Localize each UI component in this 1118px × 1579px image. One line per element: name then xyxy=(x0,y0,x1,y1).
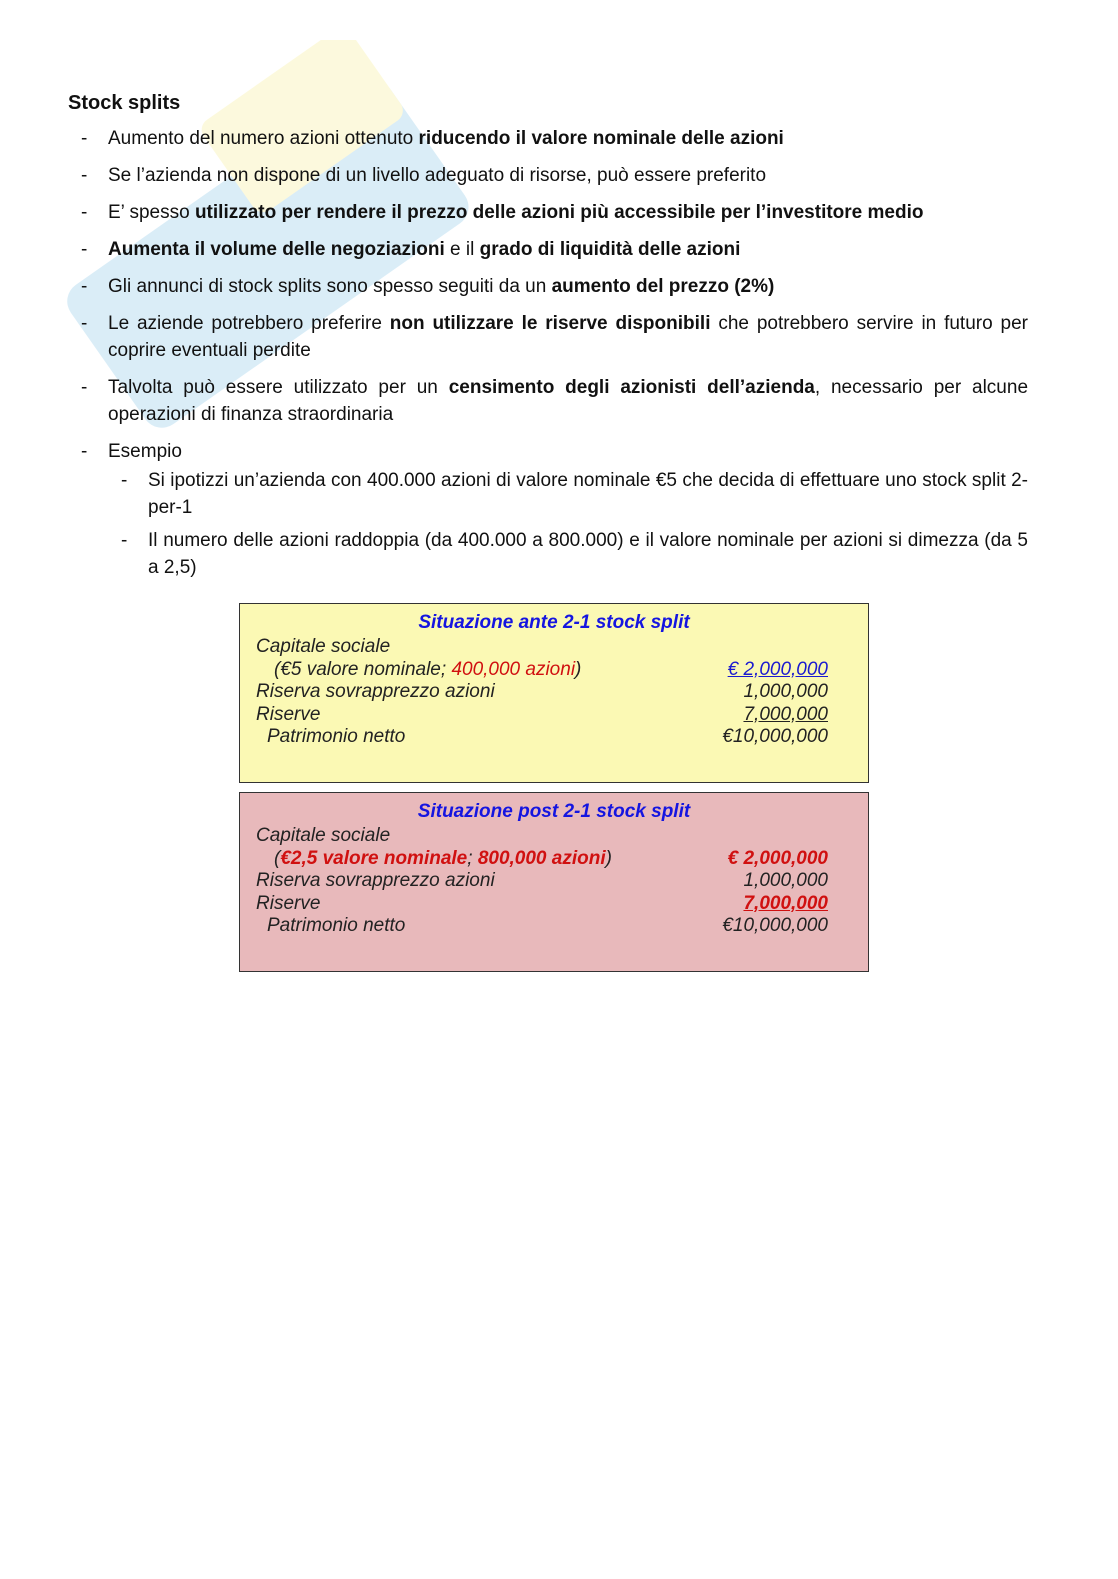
table-row xyxy=(240,893,868,916)
table-row xyxy=(240,659,868,682)
ante-title: Situazione ante 2-1 stock split xyxy=(418,612,690,633)
table-row xyxy=(240,915,868,938)
table-row xyxy=(240,636,868,659)
riserve-label: Riserve xyxy=(256,703,321,725)
document-body xyxy=(68,92,1028,591)
capitale-value: € 2,000,000 xyxy=(727,658,828,680)
table-row xyxy=(240,681,868,704)
riserva-sovrapprezzo-value: 1,000,000 xyxy=(743,681,828,702)
capitale-label: Capitale sociale xyxy=(256,636,391,657)
riserva-sovrapprezzo-label: Riserva sovrapprezzo azioni xyxy=(256,870,495,891)
riserve-value: 7,000,000 xyxy=(743,703,828,725)
patrimonio-value: €10,000,000 xyxy=(722,726,828,747)
table-row xyxy=(240,848,868,871)
section-heading: Stock splits xyxy=(68,92,181,114)
table-row xyxy=(240,825,868,848)
capitale-detail: (€2,5 valore nominale; 800,000 azioni) xyxy=(274,847,612,869)
post-title: Situazione post 2-1 stock split xyxy=(417,801,691,822)
riserva-sovrapprezzo-label: Riserva sovrapprezzo azioni xyxy=(256,681,495,702)
capitale-label: Capitale sociale xyxy=(256,825,391,846)
table-row xyxy=(240,704,868,727)
riserve-value: 7,000,000 xyxy=(743,892,828,914)
patrimonio-label: Patrimonio netto xyxy=(267,726,406,747)
table-row xyxy=(240,726,868,749)
bullet-list xyxy=(68,125,1028,581)
patrimonio-label: Patrimonio netto xyxy=(267,915,406,936)
patrimonio-value: €10,000,000 xyxy=(722,915,828,936)
list-item: - Aumento del numero azioni ottenuto riducendo il valore nominale delle azioni xyxy=(68,125,1028,152)
post-split-table xyxy=(239,792,869,972)
capitale-value: € 2,000,000 xyxy=(727,847,828,869)
sub-list-item: - Il numero delle azioni raddoppia (da 400.000 a 800.000) e il valore nominale per azioni si dimezza (da 5 a 2,5) xyxy=(108,527,1028,581)
list-item: - Gli annunci di stock splits sono spesso seguiti da un aumento del prezzo (2%) xyxy=(68,273,1028,300)
list-item: - Talvolta può essere utilizzato per un censimento degli azionisti dell’azienda, necessario per alcune operazioni di finanza straordinaria xyxy=(68,374,1028,428)
list-item: - Le aziende potrebbero preferire non utilizzare le riserve disponibili che potrebbero servire in futuro per coprire eventuali perdite xyxy=(68,310,1028,364)
list-item: - E’ spesso utilizzato per rendere il prezzo delle azioni più accessibile per l’investitore medio xyxy=(68,199,1028,226)
capitale-detail: (€5 valore nominale; 400,000 azioni) xyxy=(274,658,582,680)
table-row xyxy=(240,870,868,893)
example-sublist xyxy=(108,467,1028,581)
list-item: - Esempio - Si ipotizzi un’azienda con 400.000 azioni di valore nominale €5 che decida di effettuare uno stock split 2-per-1 - Il numero delle azioni raddoppia (da 400.000 a 800.000) e il valore nominale per azioni si dimezza (da 5 a 2,5) xyxy=(68,438,1028,581)
riserve-label: Riserve xyxy=(256,892,321,914)
sub-list-item: - Si ipotizzi un’azienda con 400.000 azioni di valore nominale €5 che decida di effettuare uno stock split 2-per-1 xyxy=(108,467,1028,521)
list-item: - Aumenta il volume delle negoziazioni e il grado di liquidità delle azioni xyxy=(68,236,1028,263)
ante-split-table xyxy=(239,603,869,783)
list-item: - Se l’azienda non dispone di un livello adeguato di risorse, può essere preferito xyxy=(68,162,1028,189)
riserva-sovrapprezzo-value: 1,000,000 xyxy=(743,870,828,891)
